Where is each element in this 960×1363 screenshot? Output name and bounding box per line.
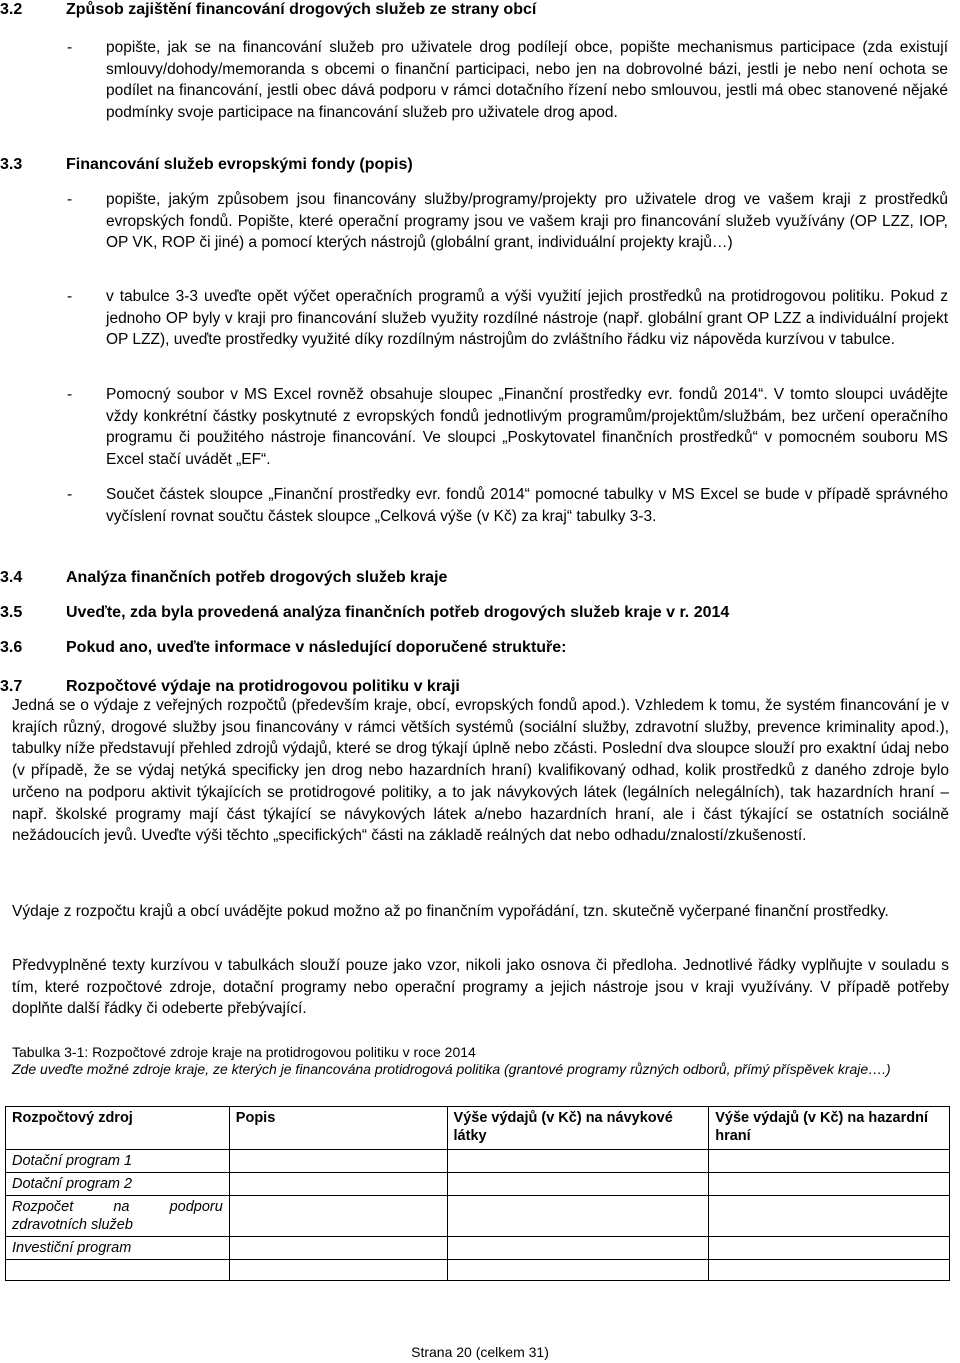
table-header-row: [6, 1107, 950, 1150]
table-row: [6, 1196, 950, 1237]
section-number: 3.5: [0, 604, 23, 621]
section-number: 3.4: [0, 569, 23, 586]
section-title: Analýza finančních potřeb drogových služeb kraje: [66, 569, 448, 586]
body-paragraph: Předvyplněné texty kurzívou v tabulkách slouží pouze jako vzor, nikoli jako osnova či předloha. Jednotlivé řádky vyplňujte v souladu s tím, které rozpočtové zdroje, dotační programy nebo operační programy a jejich nástroje jsou v kraji využívány. V případě potřeby doplňte další řádky či odeberte přebývající.: [12, 957, 949, 1018]
cell-description: [229, 1237, 447, 1260]
cell-description: [229, 1150, 447, 1173]
cell-substances: [447, 1260, 709, 1281]
column-header: Popis: [229, 1107, 447, 1150]
body-paragraph: Jedná se o výdaje z veřejných rozpočtů (především kraje, obcí, evropských fondů apod.). Vzhledem k tomu, že systém financování je v krajích různý, drogové služby jsou financovány v rámci větších systémů (sociální služby, zdravotní služby, prevence kriminality apod.), tabulky níže představují přehled zdrojů výdajů, které se drog týkají úplně nebo zčásti. Poslední dva sloupce slouží pro exaktní údaj nebo (v případě, že se výdaj netýká specificky jen drog nebo hazardních hraní) kvalifikovaný odhad, kolik prostředků z daného zdroje bylo určeno na podporu aktivit týkajících se protidrogové politiky, a to jak návykových látek (legálních nelegálních), tak hazardních hraní – např. školské programy mají část týkající se návykových látek a/nebo hazardních hraní, ale i část týkající se ostatních sociálně nežádoucích jevů. Uveďte výši těchto „specifických“ části na základě reálných dat nebo odhadu/znalostí/zkušeností.: [12, 697, 949, 845]
bullet-item: [67, 286, 948, 351]
cell-gambling: [709, 1150, 950, 1173]
cell-gambling: [709, 1237, 950, 1260]
bullet-item: [67, 189, 948, 254]
table-row: [6, 1237, 950, 1260]
cell-description: [229, 1196, 447, 1237]
bullet-dash: -: [67, 386, 73, 403]
page-footer: Strana 20 (celkem 31): [411, 1344, 549, 1360]
table-row: [6, 1150, 950, 1173]
table-note: Zde uveďte možné zdroje kraje, ze kterých je financována protidrogová politika (grantové programy různých odborů, přímý příspěvek kraje….): [12, 1061, 891, 1077]
cell-description: [229, 1260, 447, 1281]
cell-substances: [447, 1150, 709, 1173]
section-title: Financování služeb evropskými fondy (popis): [66, 156, 413, 173]
section-title: Způsob zajištění financování drogových služeb ze strany obcí: [66, 1, 537, 18]
bullet-text: Pomocný soubor v MS Excel rovněž obsahuje sloupec „Finanční prostředky evr. fondů 2014“. V tomto sloupci uvádějte vždy konkrétní částky poskytnuté z evropských fondů jednotlivým programům/projektům/službám, bez určení operačního programu či použitého nástroje financování. Ve sloupci „Poskytovatel finančních prostředků“ v pomocném souboru MS Excel stačí uvádět „EF“.: [106, 386, 948, 469]
cell-gambling: [709, 1196, 950, 1237]
bullet-text: Součet částek sloupce „Finanční prostředky evr. fondů 2014“ pomocné tabulky v MS Excel se bude v případě správného vyčíslení rovnat součtu částek sloupce „Celková výše (v Kč) za kraj“ tabulky 3-3.: [106, 486, 948, 525]
cell-source: Dotační program 2: [6, 1173, 230, 1196]
bullet-text: v tabulce 3-3 uveďte opět výčet operačních programů a výši využití jejich prostředků na protidrogovou politiku. Pokud z jednoho OP byly v kraji pro financování služeb využity rozdílné nástroje (např. globální grant OP LZZ a individuální projekt OP LZZ), uveďte prostředky využité díky rozdílným nástrojům do zvláštního řádku viz nápověda kurzívou v tabulce.: [106, 288, 948, 349]
bullet-dash: -: [67, 39, 73, 56]
bullet-text: popište, jakým způsobem jsou financovány služby/programy/projekty pro uživatele drog ve vašem kraji z prostředků evropských fondů. Popište, které operační programy jsou ve vašem kraji pro financování služeb využívány (OP LZZ, IOP, OP VK, ROP či jiné) a pomocí kterých nástrojů (globální grant, individuální projekty krajů…): [106, 191, 948, 252]
table-caption: Tabulka 3-1: Rozpočtové zdroje kraje na protidrogovou politiku v roce 2014: [12, 1044, 476, 1060]
budget-sources-table: [5, 1106, 950, 1281]
cell-source: Investiční program: [6, 1237, 230, 1260]
cell-gambling: [709, 1173, 950, 1196]
column-header: Rozpočtový zdroj: [6, 1107, 230, 1150]
section-number: 3.2: [0, 1, 23, 18]
bullet-dash: -: [67, 288, 73, 305]
cell-source: [6, 1260, 230, 1281]
cell-description: [229, 1173, 447, 1196]
body-paragraph: Výdaje z rozpočtu krajů a obcí uvádějte pokud možno až po finančním vypořádání, tzn. skutečně vyčerpané finanční prostředky.: [12, 903, 889, 920]
section-number: 3.3: [0, 156, 23, 173]
cell-substances: [447, 1237, 709, 1260]
bullet-dash: -: [67, 486, 73, 503]
bullet-text: popište, jak se na financování služeb pro uživatele drog podílejí obce, popište mechanismus participace (zda existují smlouvy/dohody/memoranda s obcemi o finanční participaci, nebo jen na dobrovolné bázi, jestli je nebo není ochota se podílet na financování, jestli obec dává podporu v rámci dotačního řízení nebo smlouvou, jestli má obec stanovené nějaké podmínky svoje participace na financování služeb pro uživatele drog apod.: [106, 39, 948, 122]
cell-gambling: [709, 1260, 950, 1281]
bullet-item: [67, 37, 948, 124]
section-number: 3.6: [0, 639, 23, 656]
bullet-item: [67, 484, 948, 527]
bullet-dash: -: [67, 191, 73, 208]
cell-source: Rozpočet na podporu zdravotních služeb: [6, 1196, 230, 1237]
section-title: Rozpočtové výdaje na protidrogovou politiku v kraji: [66, 678, 460, 695]
section-title: Pokud ano, uveďte informace v následující doporučené struktuře:: [66, 639, 567, 656]
cell-source: Dotační program 1: [6, 1150, 230, 1173]
section-number: 3.7: [0, 678, 23, 695]
section-title: Uveďte, zda byla provedená analýza finančních potřeb drogových služeb kraje v r. 2014: [66, 604, 730, 621]
table-row: [6, 1173, 950, 1196]
cell-substances: [447, 1196, 709, 1237]
cell-substances: [447, 1173, 709, 1196]
table-row: [6, 1260, 950, 1281]
column-header: Výše výdajů (v Kč) na návykové látky: [447, 1107, 709, 1150]
bullet-item: [67, 384, 948, 471]
column-header: Výše výdajů (v Kč) na hazardní hraní: [709, 1107, 950, 1150]
